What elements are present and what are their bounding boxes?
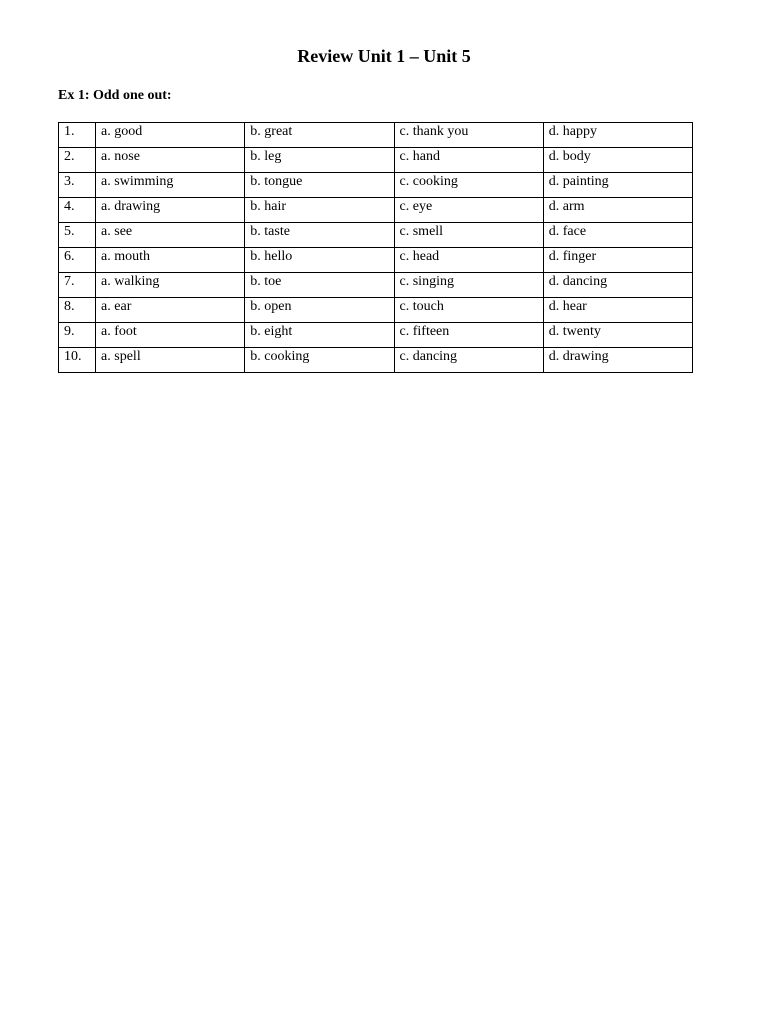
question-number: 6. [59, 248, 96, 273]
option-d: d. drawing [543, 348, 692, 373]
odd-one-out-table [58, 122, 693, 373]
option-c: c. fifteen [394, 323, 543, 348]
option-d: d. face [543, 223, 692, 248]
question-number: 1. [59, 123, 96, 148]
table-row [59, 248, 693, 273]
table-row [59, 198, 693, 223]
option-a: a. nose [96, 148, 245, 173]
option-b: b. open [245, 298, 394, 323]
exercise-heading: Ex 1: Odd one out: [58, 88, 172, 103]
question-number: 8. [59, 298, 96, 323]
option-a: a. swimming [96, 173, 245, 198]
option-b: b. tongue [245, 173, 394, 198]
question-number: 4. [59, 198, 96, 223]
table-row [59, 148, 693, 173]
question-number: 3. [59, 173, 96, 198]
option-b: b. eight [245, 323, 394, 348]
option-c: c. singing [394, 273, 543, 298]
table-body [59, 123, 693, 373]
option-c: c. cooking [394, 173, 543, 198]
question-number: 2. [59, 148, 96, 173]
option-b: b. taste [245, 223, 394, 248]
option-a: a. walking [96, 273, 245, 298]
option-a: a. ear [96, 298, 245, 323]
table-row [59, 273, 693, 298]
option-a: a. mouth [96, 248, 245, 273]
option-b: b. toe [245, 273, 394, 298]
option-c: c. smell [394, 223, 543, 248]
question-number: 10. [59, 348, 96, 373]
option-d: d. painting [543, 173, 692, 198]
option-d: d. finger [543, 248, 692, 273]
option-c: c. hand [394, 148, 543, 173]
option-c: c. thank you [394, 123, 543, 148]
table-row [59, 298, 693, 323]
option-d: d. dancing [543, 273, 692, 298]
option-d: d. arm [543, 198, 692, 223]
option-b: b. hair [245, 198, 394, 223]
option-a: a. drawing [96, 198, 245, 223]
option-c: c. head [394, 248, 543, 273]
table-row [59, 323, 693, 348]
question-number: 9. [59, 323, 96, 348]
option-d: d. twenty [543, 323, 692, 348]
option-b: b. cooking [245, 348, 394, 373]
option-d: d. hear [543, 298, 692, 323]
option-a: a. good [96, 123, 245, 148]
option-b: b. leg [245, 148, 394, 173]
question-number: 7. [59, 273, 96, 298]
question-number: 5. [59, 223, 96, 248]
option-d: d. happy [543, 123, 692, 148]
option-d: d. body [543, 148, 692, 173]
table-row [59, 223, 693, 248]
option-b: b. hello [245, 248, 394, 273]
table-row [59, 123, 693, 148]
table-row [59, 348, 693, 373]
option-b: b. great [245, 123, 394, 148]
option-c: c. dancing [394, 348, 543, 373]
option-a: a. see [96, 223, 245, 248]
page-title: Review Unit 1 – Unit 5 [297, 46, 471, 66]
option-a: a. foot [96, 323, 245, 348]
option-c: c. touch [394, 298, 543, 323]
option-a: a. spell [96, 348, 245, 373]
table-row [59, 173, 693, 198]
option-c: c. eye [394, 198, 543, 223]
